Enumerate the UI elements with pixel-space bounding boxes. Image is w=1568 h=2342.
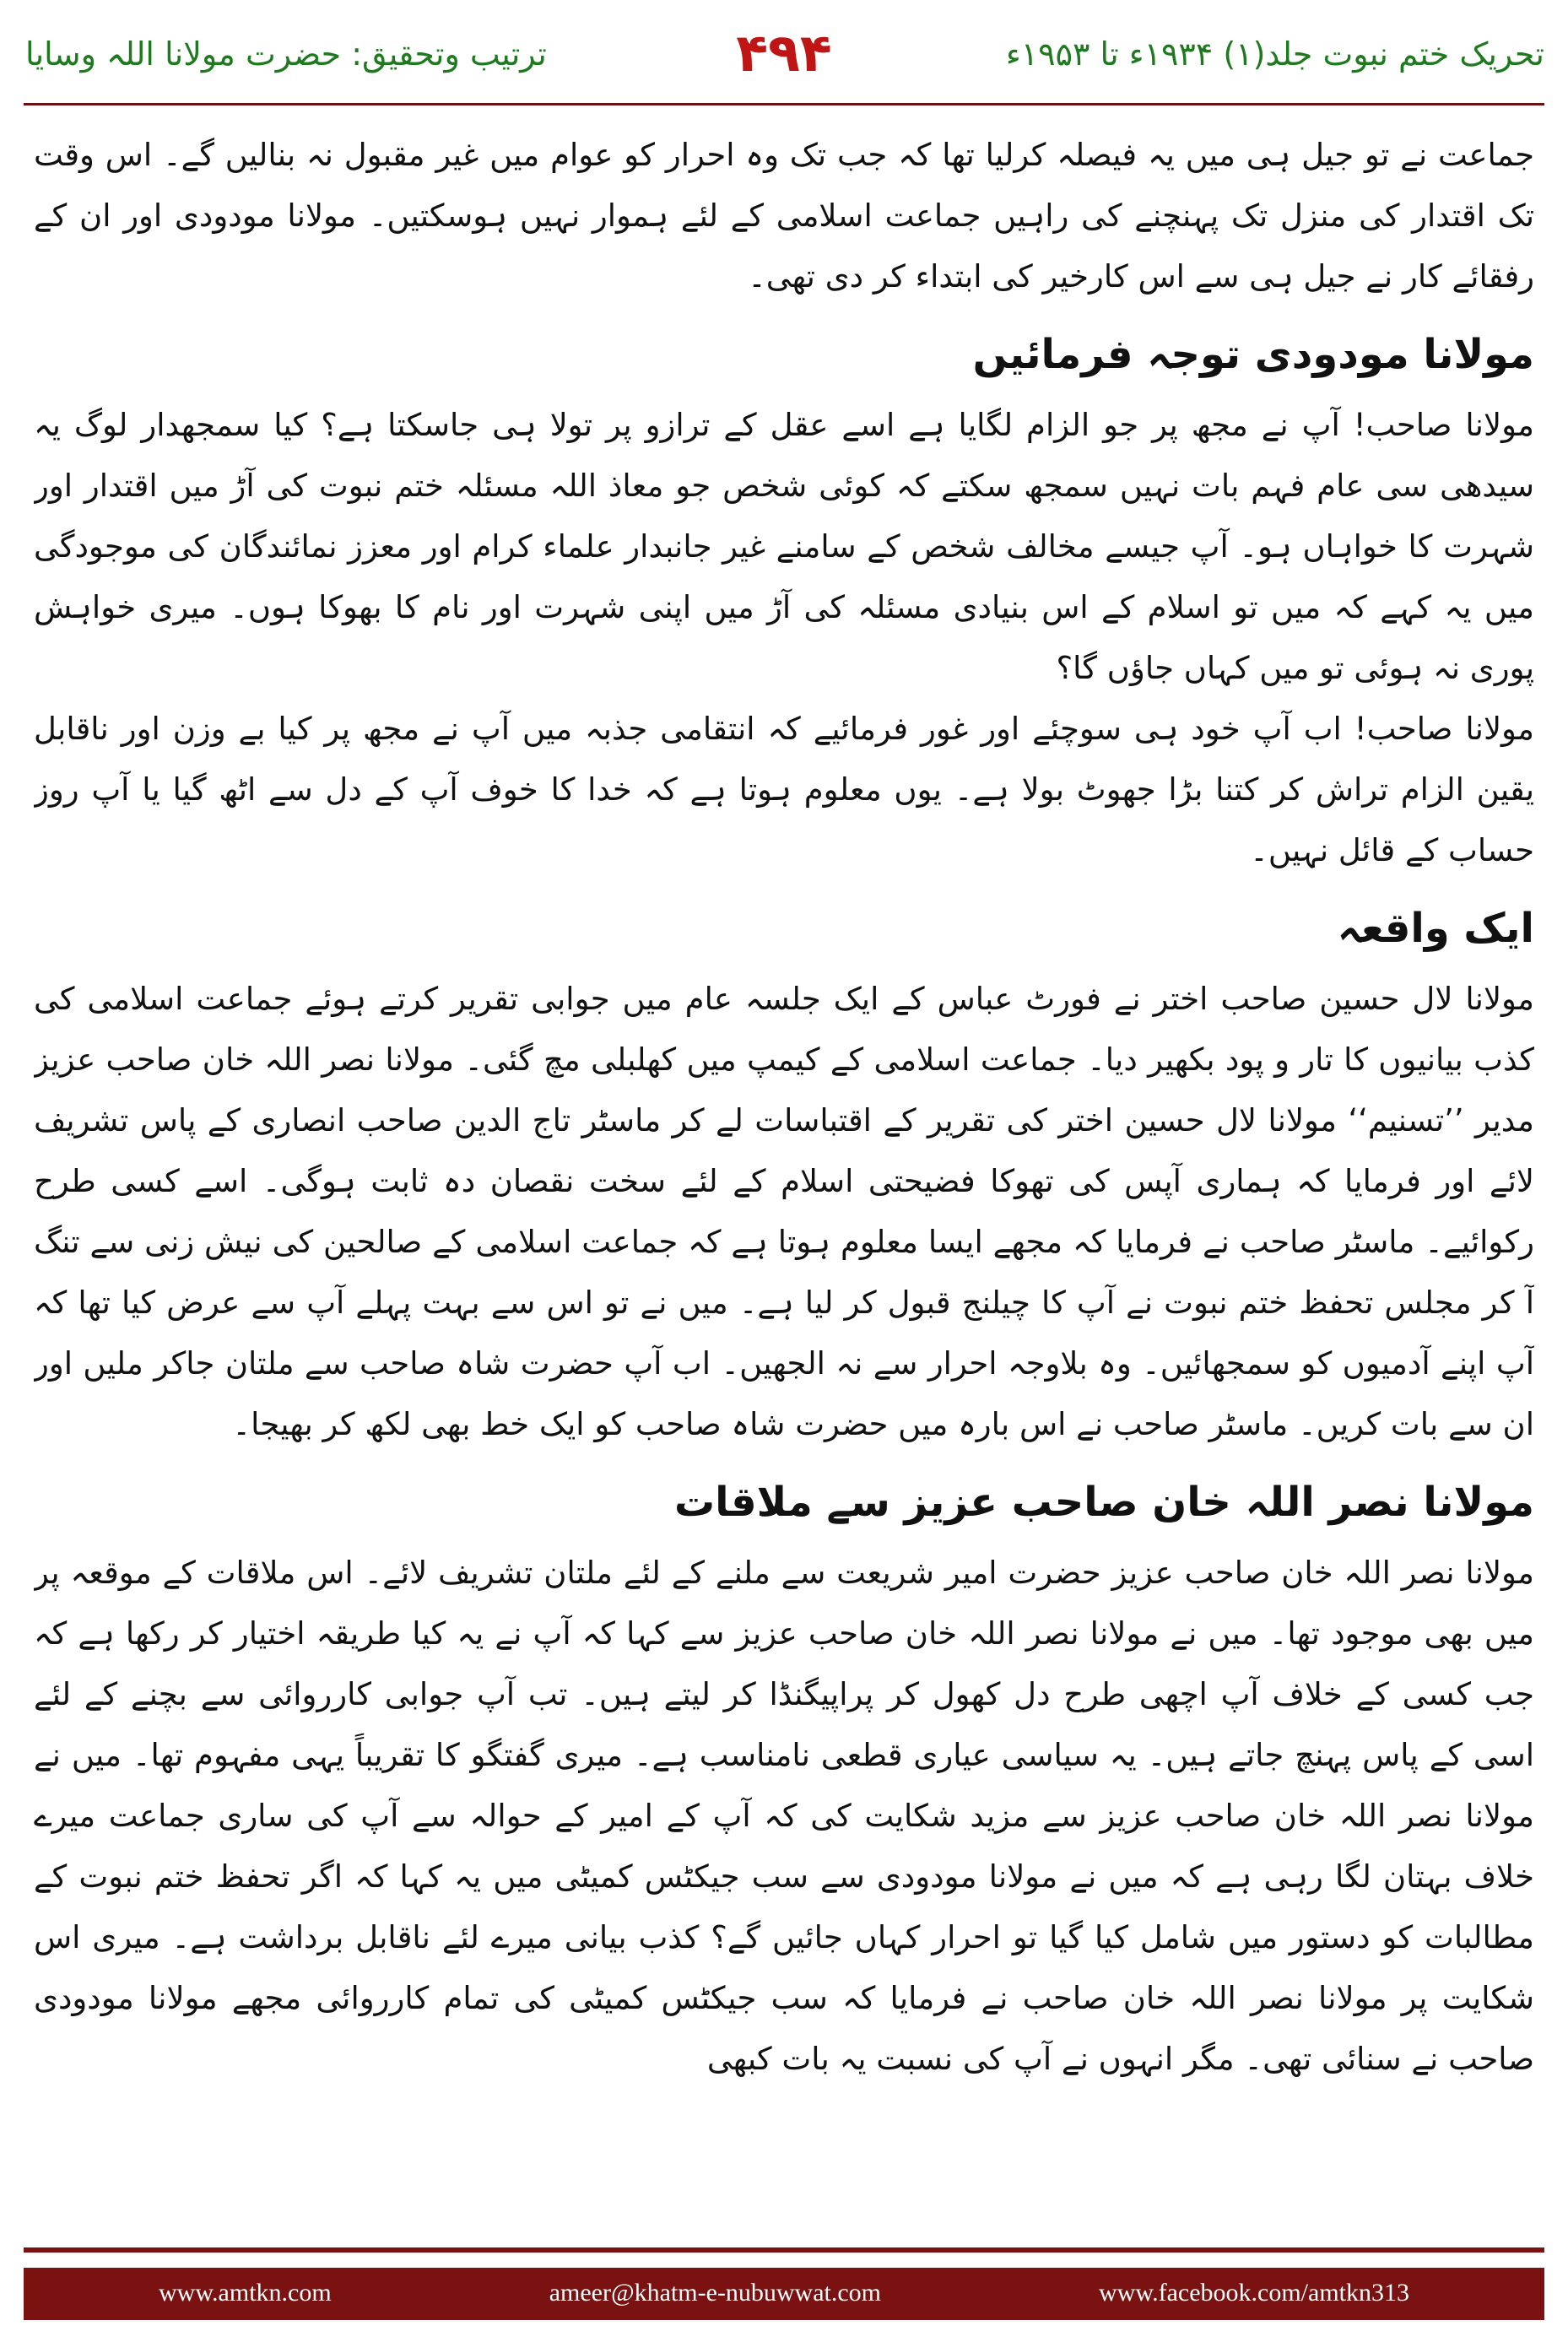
compiler-credit: ترتیب وتحقیق: حضرت مولانا اللہ وسایا <box>25 35 547 73</box>
page-header <box>0 0 1568 116</box>
website-link[interactable]: www.amtkn.com <box>159 2279 332 2307</box>
page-number: ۴۹۴ <box>736 22 832 84</box>
section-heading: مولانا مودودی توجہ فرمائیں <box>972 331 1534 378</box>
paragraph: مولانا نصر اللہ خان صاحب عزیز حضرت امیر شریعت سے ملنے کے لئے ملتان تشریف لائے۔ اس ملاقات کے موقعہ پر میں بھی موجود تھا۔ میں نے مولانا نصر اللہ خان صاحب عزیز سے کہا کہ آپ نے یہ کیا طریقہ اختیار کر رکھا ہے کہ جب کسی کے خلاف آپ اچھی طرح دل کھول کر پراپیگنڈا کر لیتے ہیں۔ تب آپ جوابی کارروائی سے بچنے کے لئے اسی کے پاس پہنچ جاتے ہیں۔ یہ سیاسی عیاری قطعی نامناسب ہے۔ میری گفتگو کا تقریباً یہی مفہوم تھا۔ میں نے مولانا نصر اللہ خان صاحب عزیز سے مزید شکایت کی کہ آپ کے امیر کے حوالہ سے آپ کی ساری جماعت میرے خلاف بہتان لگا رہی ہے کہ میں نے مولانا مودودی سے سب جیکٹس کمیٹی میں یہ کہا کہ اگر تحفظ ختم نبوت کے مطالبات کو دستور میں شامل کیا گیا تو احرار کہاں جائیں گے؟ کذب بیانی میرے لئے ناقابل برداشت ہے۔ میری اس شکایت پر مولانا نصر اللہ خان صاحب نے فرمایا کہ سب جیکٹس کمیٹی کی تمام کارروائی مجھے مولانا مودودی صاحب نے سنائی تھی۔ مگر انہوں نے آپ کی نسبت یہ بات کبھی <box>34 1555 1534 2077</box>
paragraph: مولانا صاحب! آپ نے مجھ پر جو الزام لگایا ہے اسے عقل کے ترازو پر تولا ہی جاسکتا ہے؟ کیا سمجھدار لوگ یہ سیدھی سی عام فہم بات نہیں سمجھ سکتے کہ کوئی شخص جو معاذ اللہ مسئلہ ختم نبوت کی آڑ میں اقتدار اور شہرت کا خواہاں ہو۔ آپ جیسے مخالف شخص کے سامنے غیر جانبدار علماء کرام اور معزز نمائندگان کی موجودگی میں یہ کہے کہ میں تو اسلام کے اس بنیادی مسئلہ کی آڑ میں اپنی شہرت اور نام کا بھوکا ہوں۔ میری خواہش پوری نہ ہوئی تو میں کہاں جاؤں گا؟ <box>34 407 1534 686</box>
header-divider <box>24 103 1544 105</box>
paragraph: مولانا لال حسین صاحب اختر نے فورٹ عباس کے ایک جلسہ عام میں جوابی تقریر کرتے ہوئے جماعت اسلامی کی کذب بیانیوں کا تار و پود بکھیر دیا۔ جماعت اسلامی کے کیمپ میں کھلبلی مچ گئی۔ مولانا نصر اللہ خان صاحب عزیز مدیر ’’تسنیم‘‘ مولانا لال حسین اختر کی تقریر کے اقتباسات لے کر ماسٹر تاج الدین صاحب انصاری کے پاس تشریف لائے اور فرمایا کہ ہماری آپس کی تھوکا فضیحتی اسلام کے لئے سخت نقصان دہ ثابت ہوگی۔ اسے کسی طرح رکوائیے۔ ماسٹر صاحب نے فرمایا کہ مجھے ایسا معلوم ہوتا ہے کہ جماعت اسلامی کے صالحین کی نیش زنی سے تنگ آ کر مجلس تحفظ ختم نبوت نے آپ کا چیلنج قبول کر لیا ہے۔ میں نے تو اس سے بہت پہلے آپ سے عرض کیا تھا کہ آپ اپنے آدمیوں کو سمجھائیں۔ وہ بلاوجہ احرار سے نہ الجھیں۔ اب آپ حضرت شاہ صاحب سے ملتان جاکر ملیں اور ان سے بات کریں۔ ماسٹر صاحب نے اس بارہ میں حضرت شاہ صاحب کو ایک خط بھی لکھ کر بھیجا۔ <box>34 981 1534 1442</box>
paragraph: مولانا صاحب! اب آپ خود ہی سوچئے اور غور فرمائیے کہ انتقامی جذبہ میں آپ نے مجھ پر کیا بے وزن اور ناقابل یقین الزام تراش کر کتنا بڑا جھوٹ بولا ہے۔ یوں معلوم ہوتا ہے کہ خدا کا خوف آپ کے دل سے اٹھ گیا یا آپ روز حساب کے قائل نہیں۔ <box>34 711 1534 868</box>
email-link[interactable]: ameer@khatm-e-nubuwwat.com <box>549 2279 882 2307</box>
book-title: تحریک ختم نبوت جلد(۱) ۱۹۳۴ء تا ۱۹۵۳ء <box>1005 35 1544 73</box>
footer-rule <box>24 2247 1544 2270</box>
section-incident <box>34 888 1534 1455</box>
page-content <box>34 125 1534 2215</box>
section-intro <box>34 125 1534 307</box>
section-maududi <box>34 314 1534 881</box>
section-heading: ایک واقعہ <box>1337 905 1534 952</box>
page-footer <box>24 2247 1544 2320</box>
section-meeting <box>34 1462 1534 2090</box>
section-heading: مولانا نصر اللہ خان صاحب عزیز سے ملاقات <box>673 1479 1534 1526</box>
facebook-link[interactable]: www.facebook.com/amtkn313 <box>1099 2279 1409 2307</box>
footer-links <box>24 2273 1544 2313</box>
paragraph: جماعت نے تو جیل ہی میں یہ فیصلہ کرلیا تھا کہ جب تک وہ احرار کو عوام میں غیر مقبول نہ بنالیں گے۔ اس وقت تک اقتدار کی منزل تک پہنچنے کی راہیں جماعت اسلامی کے لئے ہموار نہیں ہوسکتیں۔ مولانا مودودی اور ان کے رفقائے کار نے جیل ہی سے اس کارخیر کی ابتداء کر دی تھی۔ <box>34 137 1534 295</box>
